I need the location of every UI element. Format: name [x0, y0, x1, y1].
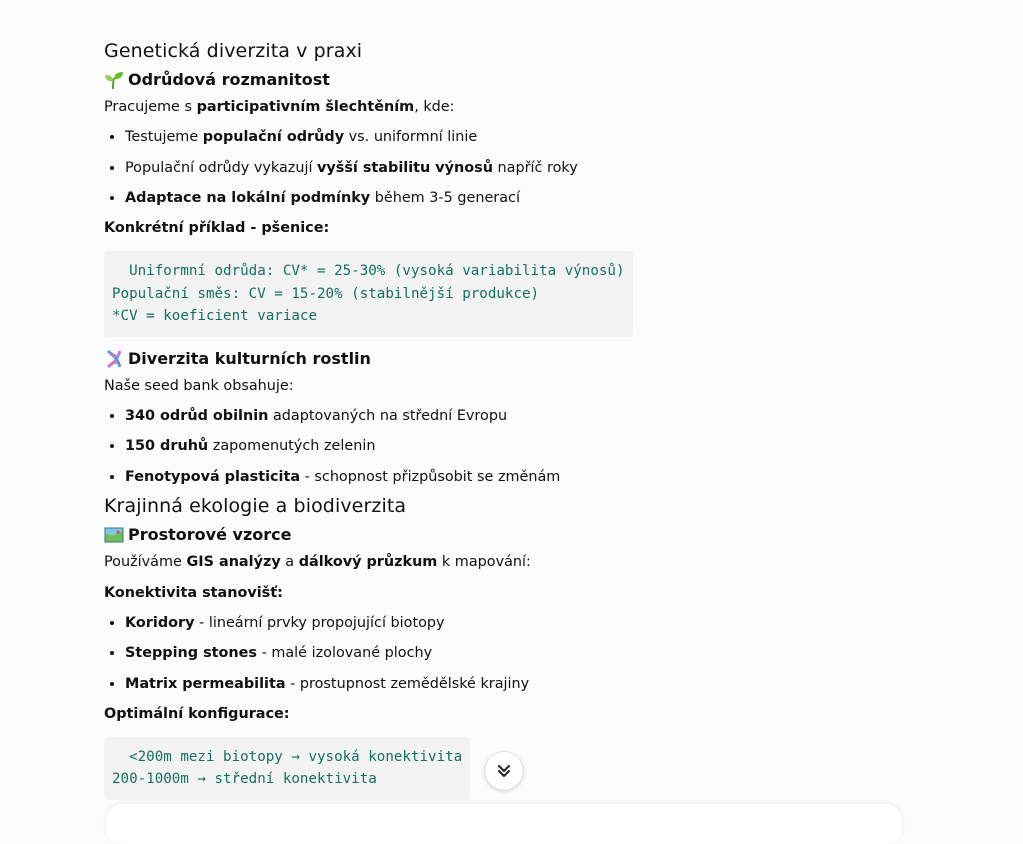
- paragraph-gis: Používáme GIS analýzy a dálkový průzkum k mapování:: [104, 553, 531, 570]
- subheading-crop-diversity: [104, 347, 904, 371]
- subheading-text: Odrůdová rozmanitost: [128, 70, 330, 89]
- example-label: Konkrétní příklad - pšenice:: [104, 220, 330, 236]
- message-content: [104, 38, 904, 800]
- paragraph-seed-bank: Naše seed bank obsahuje:: [104, 377, 294, 394]
- subheading-text: Diverzita kulturních rostlin: [128, 348, 371, 368]
- code-line: 200-1000m → střední konektivita: [112, 771, 377, 787]
- code-line: Populační směs: CV = 15-20% (stabilnější produkce): [112, 285, 540, 302]
- code-block-configuration: [104, 737, 470, 800]
- subheading-spatial-patterns: [104, 523, 904, 547]
- list-item: • Adaptace na lokální podmínky během 3-5 generací: [125, 188, 904, 208]
- scroll-to-bottom-button[interactable]: [485, 752, 523, 790]
- map-icon: [104, 525, 124, 545]
- list-item: • Stepping stones - malé izolované plochy: [125, 643, 904, 663]
- code-line: Uniformní odrůda: CV* = 25-30% (vysoká variabilita výnosů): [112, 263, 625, 279]
- section-heading-landscape-ecology: Krajinná ekologie a biodiverzita: [104, 494, 407, 517]
- message-composer[interactable]: [106, 804, 902, 844]
- subheading-text: Prostorové vzorce: [128, 524, 292, 544]
- list-item: • 340 odrůd obilnin adaptovaných na střední Evropu: [125, 406, 904, 426]
- list-item: • Fenotypová plasticita - schopnost přizpůsobit se změnám: [125, 467, 904, 487]
- list-item: • Koridory - lineární prvky propojující biotopy: [125, 613, 904, 633]
- paragraph-intro: Pracujeme s participativním šlechtěním, kde:: [104, 99, 455, 115]
- code-line: *CV = koeficient variace: [112, 308, 317, 324]
- list-item: • Populační odrůdy vykazují vyšší stabilitu výnosů napříč roky: [125, 158, 904, 178]
- section-heading-genetic-diversity: Genetická diverzita v praxi: [104, 40, 363, 62]
- optimal-label: Optimální konfigurace:: [104, 705, 290, 722]
- code-line: <200m mezi biotopy → vysoká konektivita: [112, 748, 463, 765]
- list-item: • Testujeme populační odrůdy vs. uniformní linie: [125, 127, 904, 147]
- bullet-list-connectivity: [104, 613, 904, 694]
- list-item: • 150 druhů zapomenutých zelenin: [125, 436, 904, 456]
- subheading-variety-diversity: [104, 68, 904, 92]
- bullet-list-seed-bank: [104, 406, 904, 487]
- bullet-list-varieties: [104, 127, 904, 208]
- dna-icon: [104, 349, 124, 369]
- chevrons-down-icon: [496, 763, 512, 779]
- connectivity-label: Konektivita stanovišť:: [104, 584, 283, 601]
- seedling-icon: [104, 70, 124, 90]
- list-item: • Matrix permeabilita - prostupnost zemědělské krajiny: [125, 674, 904, 694]
- code-block-wheat: [104, 251, 633, 337]
